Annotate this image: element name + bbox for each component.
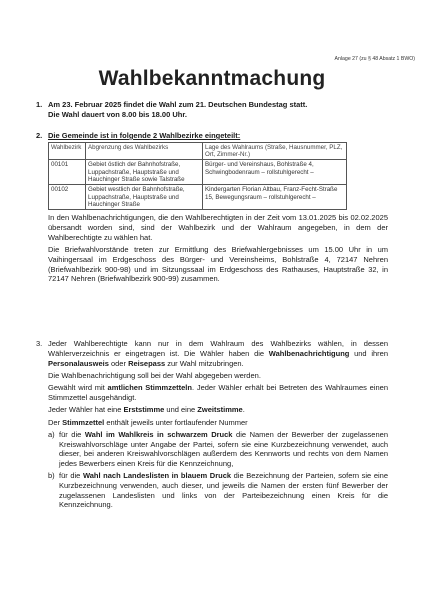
text-run-bold: Wahlbenachrichtigung (268, 348, 350, 358)
section-3 (36, 339, 388, 512)
list-marker: b) (48, 471, 55, 481)
column-header: Lage des Wahlraums (Straße, Hausnummer, PLZ, Ort, Zimmer-Nr.) (203, 142, 347, 160)
table-row (49, 160, 347, 185)
text-run: Jeder Wähler hat eine (48, 405, 124, 415)
election-date-text (48, 100, 388, 120)
text-run-bold: Erststimme (123, 405, 165, 415)
text-run: oder (108, 358, 129, 368)
section-2-heading: Die Gemeinde ist in folgende 2 Wahlbezirke eingeteilt: (48, 131, 241, 140)
election-hours-line: Die Wahl dauert von 8.00 bis 18.00 Uhr. (48, 109, 187, 119)
text-run: und ihren (349, 348, 388, 358)
text-run: . Jeder Wähler erhält bei Betreten des Wahlraumes einen Stimmzettel ausgehändigt. (48, 383, 389, 402)
paragraph: In den Wahlbenachrichtigungen, die den Wahlberechtigten in der Zeit vom 13.01.2025 bis 02.02.2025 übersandt worden sind, sind der Wahlbezirk und der Wahlraum angegeben, in dem der Wahlberechtigte zu wählen hat. (48, 213, 388, 242)
text-run: enthält jeweils unter fortlaufender Nummer (104, 417, 248, 427)
section-2-body (48, 213, 388, 284)
text-run-bold: Stimmzettel (62, 417, 105, 427)
paragraph: Die Wahlbenachrichtigung soll bei der Wahl abgegeben werden. (48, 370, 261, 380)
list-item (48, 471, 388, 510)
text-run-bold: Reisepass (128, 358, 166, 368)
table-cell: 00101 (49, 160, 86, 185)
list-item-text (59, 471, 388, 510)
text-run: die Bezeichnung der Parteien, sofern sie eine Kurzbezeichnung verwenden, auch dieser, und jeweils die Namen der ersten fünf Bewerber der zugelassenen Landeslisten und links von der Parteibezeichnung einen Kreis für die Kennzeichnung. (59, 471, 388, 510)
list-marker: a) (48, 429, 55, 439)
list-item (48, 430, 388, 469)
section-2 (36, 131, 388, 287)
districts-table (48, 142, 347, 210)
text-run-bold: Personalausweis (48, 358, 109, 368)
text-run-bold: Wahl im Wahlkreis in schwarzem Druck (84, 429, 233, 439)
table-cell: Bürger- und Vereinshaus, Bohlstraße 4, Schwingbodenraum – rollstuhlgerecht – (203, 160, 347, 185)
election-date-line: Am 23. Februar 2025 findet die Wahl zum 21. Deutschen Bundestag statt. (48, 100, 308, 109)
table-cell: Gebiet westlich der Bahnhofstraße, Luppachstraße, Hauptstraße und Hauchinger Straße (86, 185, 203, 210)
column-header: Wahlbezirk (49, 142, 86, 160)
text-run-bold: Wahl nach Landeslisten in blauem Druck (82, 471, 232, 481)
section-number: 3. (36, 339, 43, 348)
text-run: . (242, 405, 245, 415)
text-run: die Namen der Bewerber der zugelassenen Kreiswahlvorschläge unter Angabe der Partei, sofern sie eine Kurzbezeichnung verwendet, auch dieser, bei anderen Kreiswahlvorschlägen außerdem des Kennworts und rechts von dem Namen jedes Bewerbers einen Kreis für die Kennzeichnung, (59, 429, 388, 469)
text-run-bold: amtlichen Stimmzetteln (107, 383, 192, 393)
list-item-text (59, 430, 388, 469)
table-cell: Kindergarten Florian Altbau, Franz-Fecht-Straße 15, Bewegungsraum – rollstuhlgerecht – (203, 185, 347, 210)
section-3-body (48, 339, 388, 510)
annex-reference: Anlage 27 (zu § 48 Absatz 1 BWO) (334, 56, 415, 62)
table-header-row (49, 142, 347, 160)
column-header: Abgrenzung des Wahlbezirks (86, 142, 203, 160)
text-run-bold: Zweitstimme (197, 405, 243, 415)
section-number: 1. (36, 100, 43, 109)
paragraph (48, 418, 388, 428)
paragraph (48, 405, 388, 415)
text-run: für die (59, 471, 83, 481)
paragraph (48, 339, 388, 368)
section-number: 2. (36, 131, 43, 140)
text-run: Gewählt wird mit (48, 383, 108, 393)
table-cell: Gebiet östlich der Bahnhofstraße, Luppachstraße, Hauptstraße und Hauchinger Straße sowie Talstraße (86, 160, 203, 185)
paragraph: Die Briefwahlvorstände treten zur Ermittlung des Briefwahlergebnisses um 15.00 Uhr in um Vaihingersaal im Erdgeschoss des Bürger- und Vereinsheims, Bohlstraße 4, 72147 Nehren (Briefwahlbezirk 900-98) und im Sitzungssaal im Erdgeschoss des Rathauses, Hauptstraße 32, in 72147 Nehren (Briefwahlbezirk 900-99) zusammen. (48, 245, 388, 284)
text-run: Jeder Wahlberechtigte kann nur in dem Wahlraum des Wahlbezirks wählen, in dessen Wählerverzeichnis er eingetragen ist. Die Wähler haben die (48, 339, 388, 358)
table-row (49, 185, 347, 210)
text-run: zur Wahl mitzubringen. (165, 358, 244, 368)
text-run: für die (59, 429, 85, 439)
table-cell: 00102 (49, 185, 86, 210)
text-run: Der (48, 417, 63, 427)
section-1 (36, 100, 388, 120)
paragraph (48, 383, 388, 403)
page-title: Wahlbekanntmachung (98, 67, 326, 90)
text-run: und eine (164, 405, 198, 415)
